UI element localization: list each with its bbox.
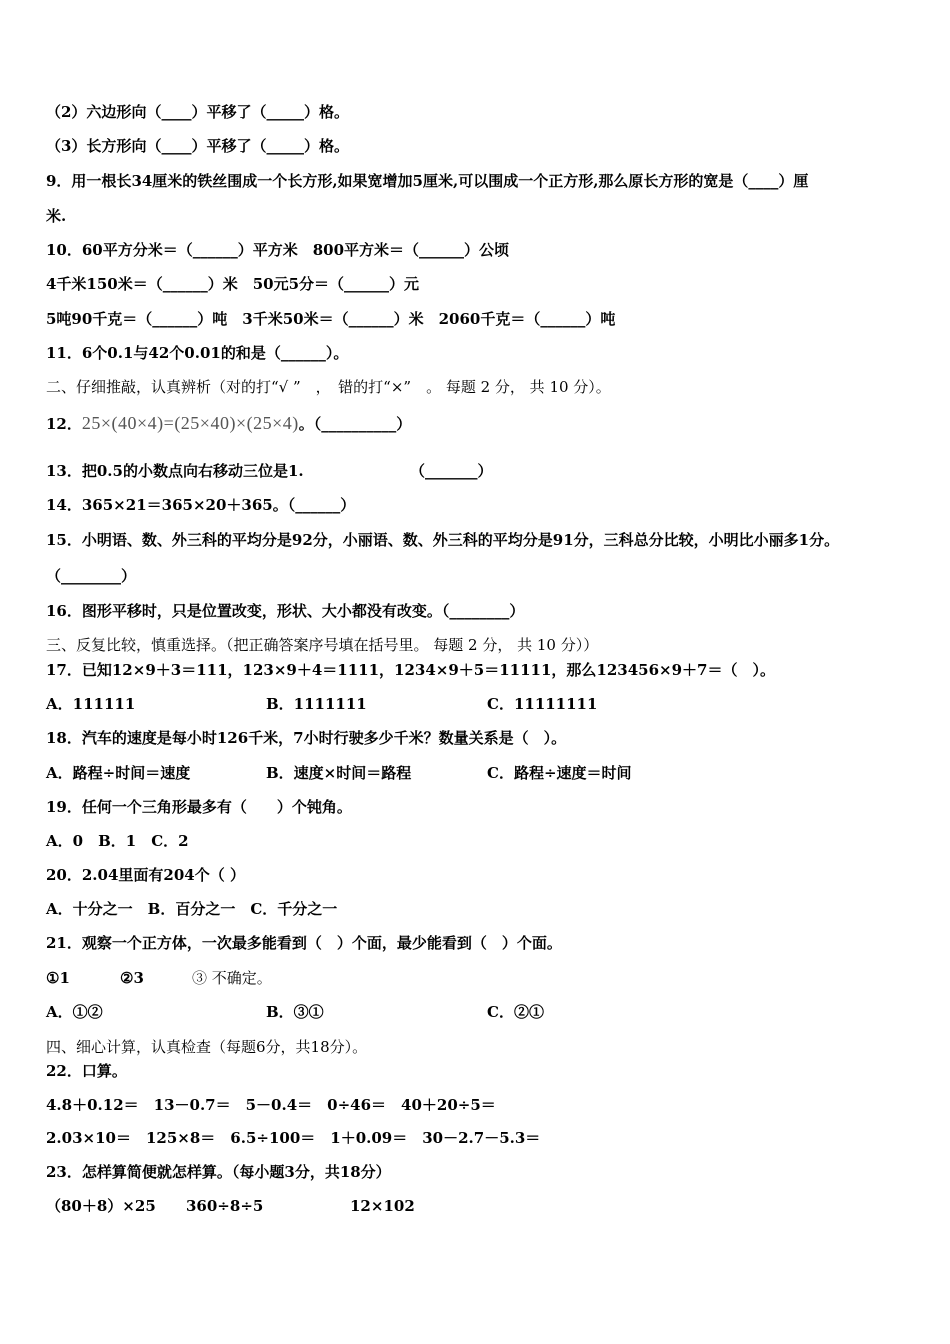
question-10-line-2: 4千米150米＝（______）米 50元5分＝（______）元 bbox=[46, 275, 420, 293]
question-18: 18．汽车的速度是每小时126千米，7小时行驶多少千米？数量关系是（ ）。 bbox=[46, 729, 567, 747]
question-12 bbox=[46, 408, 411, 439]
question-14: 14．365×21＝365×20＋365。（______） bbox=[46, 496, 356, 514]
question-12-number: 12． bbox=[46, 415, 82, 433]
question-19: 19．任何一个三角形最多有（ ）个钝角。 bbox=[46, 798, 352, 816]
question-22: 22．口算。 bbox=[46, 1062, 127, 1080]
section-4-heading: 四、细心计算，认真检查（每题6分，共18分）。 bbox=[46, 1038, 368, 1056]
question-21-choice-2: ②3 bbox=[120, 969, 144, 987]
question-21-option-b: B．③① bbox=[266, 1003, 324, 1021]
question-21: 21．观察一个正方体，一次最多能看到（ ）个面，最少能看到（ ）个面。 bbox=[46, 934, 562, 952]
section-2-heading: 二、仔细推敲，认真辨析（对的打“√ ” ， 错的打“×” 。 每题 2 分， 共 10 分）。 bbox=[46, 378, 611, 396]
question-10-line-3: 5吨90千克＝（______）吨 3千米50米＝（______）米 2060千克＝（______）吨 bbox=[46, 310, 616, 328]
question-12-formula: 25×(40×4)=(25×40)×(25×4) bbox=[81, 413, 299, 433]
question-16: 16．图形平移时，只是位置改变，形状、大小都没有改变。（________） bbox=[46, 602, 525, 620]
q8-item-3: （3）长方形向（____）平移了（_____）格。 bbox=[46, 137, 349, 155]
question-18-option-c: C．路程÷速度＝时间 bbox=[487, 764, 632, 782]
question-23-expr-2: 360÷8÷5 bbox=[186, 1197, 264, 1215]
question-13-answer: （_______） bbox=[410, 462, 493, 480]
question-17-option-b: B．1111111 bbox=[266, 695, 367, 713]
question-23-expr-3: 12×102 bbox=[350, 1197, 415, 1215]
question-21-choice-3: ③ 不确定。 bbox=[192, 969, 272, 987]
question-23: 23．怎样算简便就怎样算。（每小题3分，共18分） bbox=[46, 1163, 391, 1181]
q8-item-2: （2）六边形向（____）平移了（_____）格。 bbox=[46, 103, 349, 121]
question-17-option-c: C．11111111 bbox=[487, 695, 598, 713]
question-10-line-1: 10．60平方分米＝（______）平方米 800平方米＝（______）公顷 bbox=[46, 241, 510, 259]
question-9-cont: 米. bbox=[46, 207, 67, 225]
question-20-options: A．十分之一 B．百分之一 C．千分之一 bbox=[46, 900, 338, 918]
question-17: 17．已知12×9＋3＝111，123×9＋4＝1111，1234×9＋5＝11111，那么123456×9＋7＝（ ）。 bbox=[46, 661, 775, 679]
question-20: 20．2.04里面有204个（ ） bbox=[46, 866, 245, 884]
section-3-heading: 三、反复比较，慎重选择。（把正确答案序号填在括号里。 每题 2 分， 共 10 分）） bbox=[46, 636, 599, 654]
question-19-options: A．0 B．1 C．2 bbox=[46, 832, 189, 850]
question-21-option-a: A．①② bbox=[46, 1003, 103, 1021]
question-22-row-2: 2.03×10＝ 125×8＝ 6.5÷100＝ 1＋0.09＝ 30－2.7－5.3＝ bbox=[46, 1129, 541, 1147]
question-21-choice-1: ①1 bbox=[46, 969, 70, 987]
question-15: 15．小明语、数、外三科的平均分是92分，小丽语、数、外三科的平均分是91分，三科总分比较，小明比小丽多1分。 bbox=[46, 531, 840, 549]
question-22-row-1: 4.8＋0.12＝ 13－0.7＝ 5－0.4＝ 0÷46＝ 40＋20÷5＝ bbox=[46, 1096, 496, 1114]
question-18-option-b: B．速度×时间＝路程 bbox=[266, 764, 412, 782]
question-12-tail: 。（__________） bbox=[298, 415, 412, 433]
question-23-expr-1: （80＋8）×25 bbox=[46, 1197, 156, 1215]
question-21-option-c: C．②① bbox=[487, 1003, 544, 1021]
question-17-option-a: A．111111 bbox=[46, 695, 136, 713]
question-18-option-a: A．路程÷时间＝速度 bbox=[46, 764, 191, 782]
question-9: 9．用一根长34厘米的铁丝围成一个长方形,如果宽增加5厘米,可以围成一个正方形,那么原长方形的宽是（____）厘 bbox=[46, 172, 809, 190]
question-11: 11．6个0.1与42个0.01的和是（______）。 bbox=[46, 344, 349, 362]
question-15-answer: （________） bbox=[46, 567, 137, 585]
question-13-text: 13．把0.5的小数点向右移动三位是1. bbox=[46, 462, 304, 480]
